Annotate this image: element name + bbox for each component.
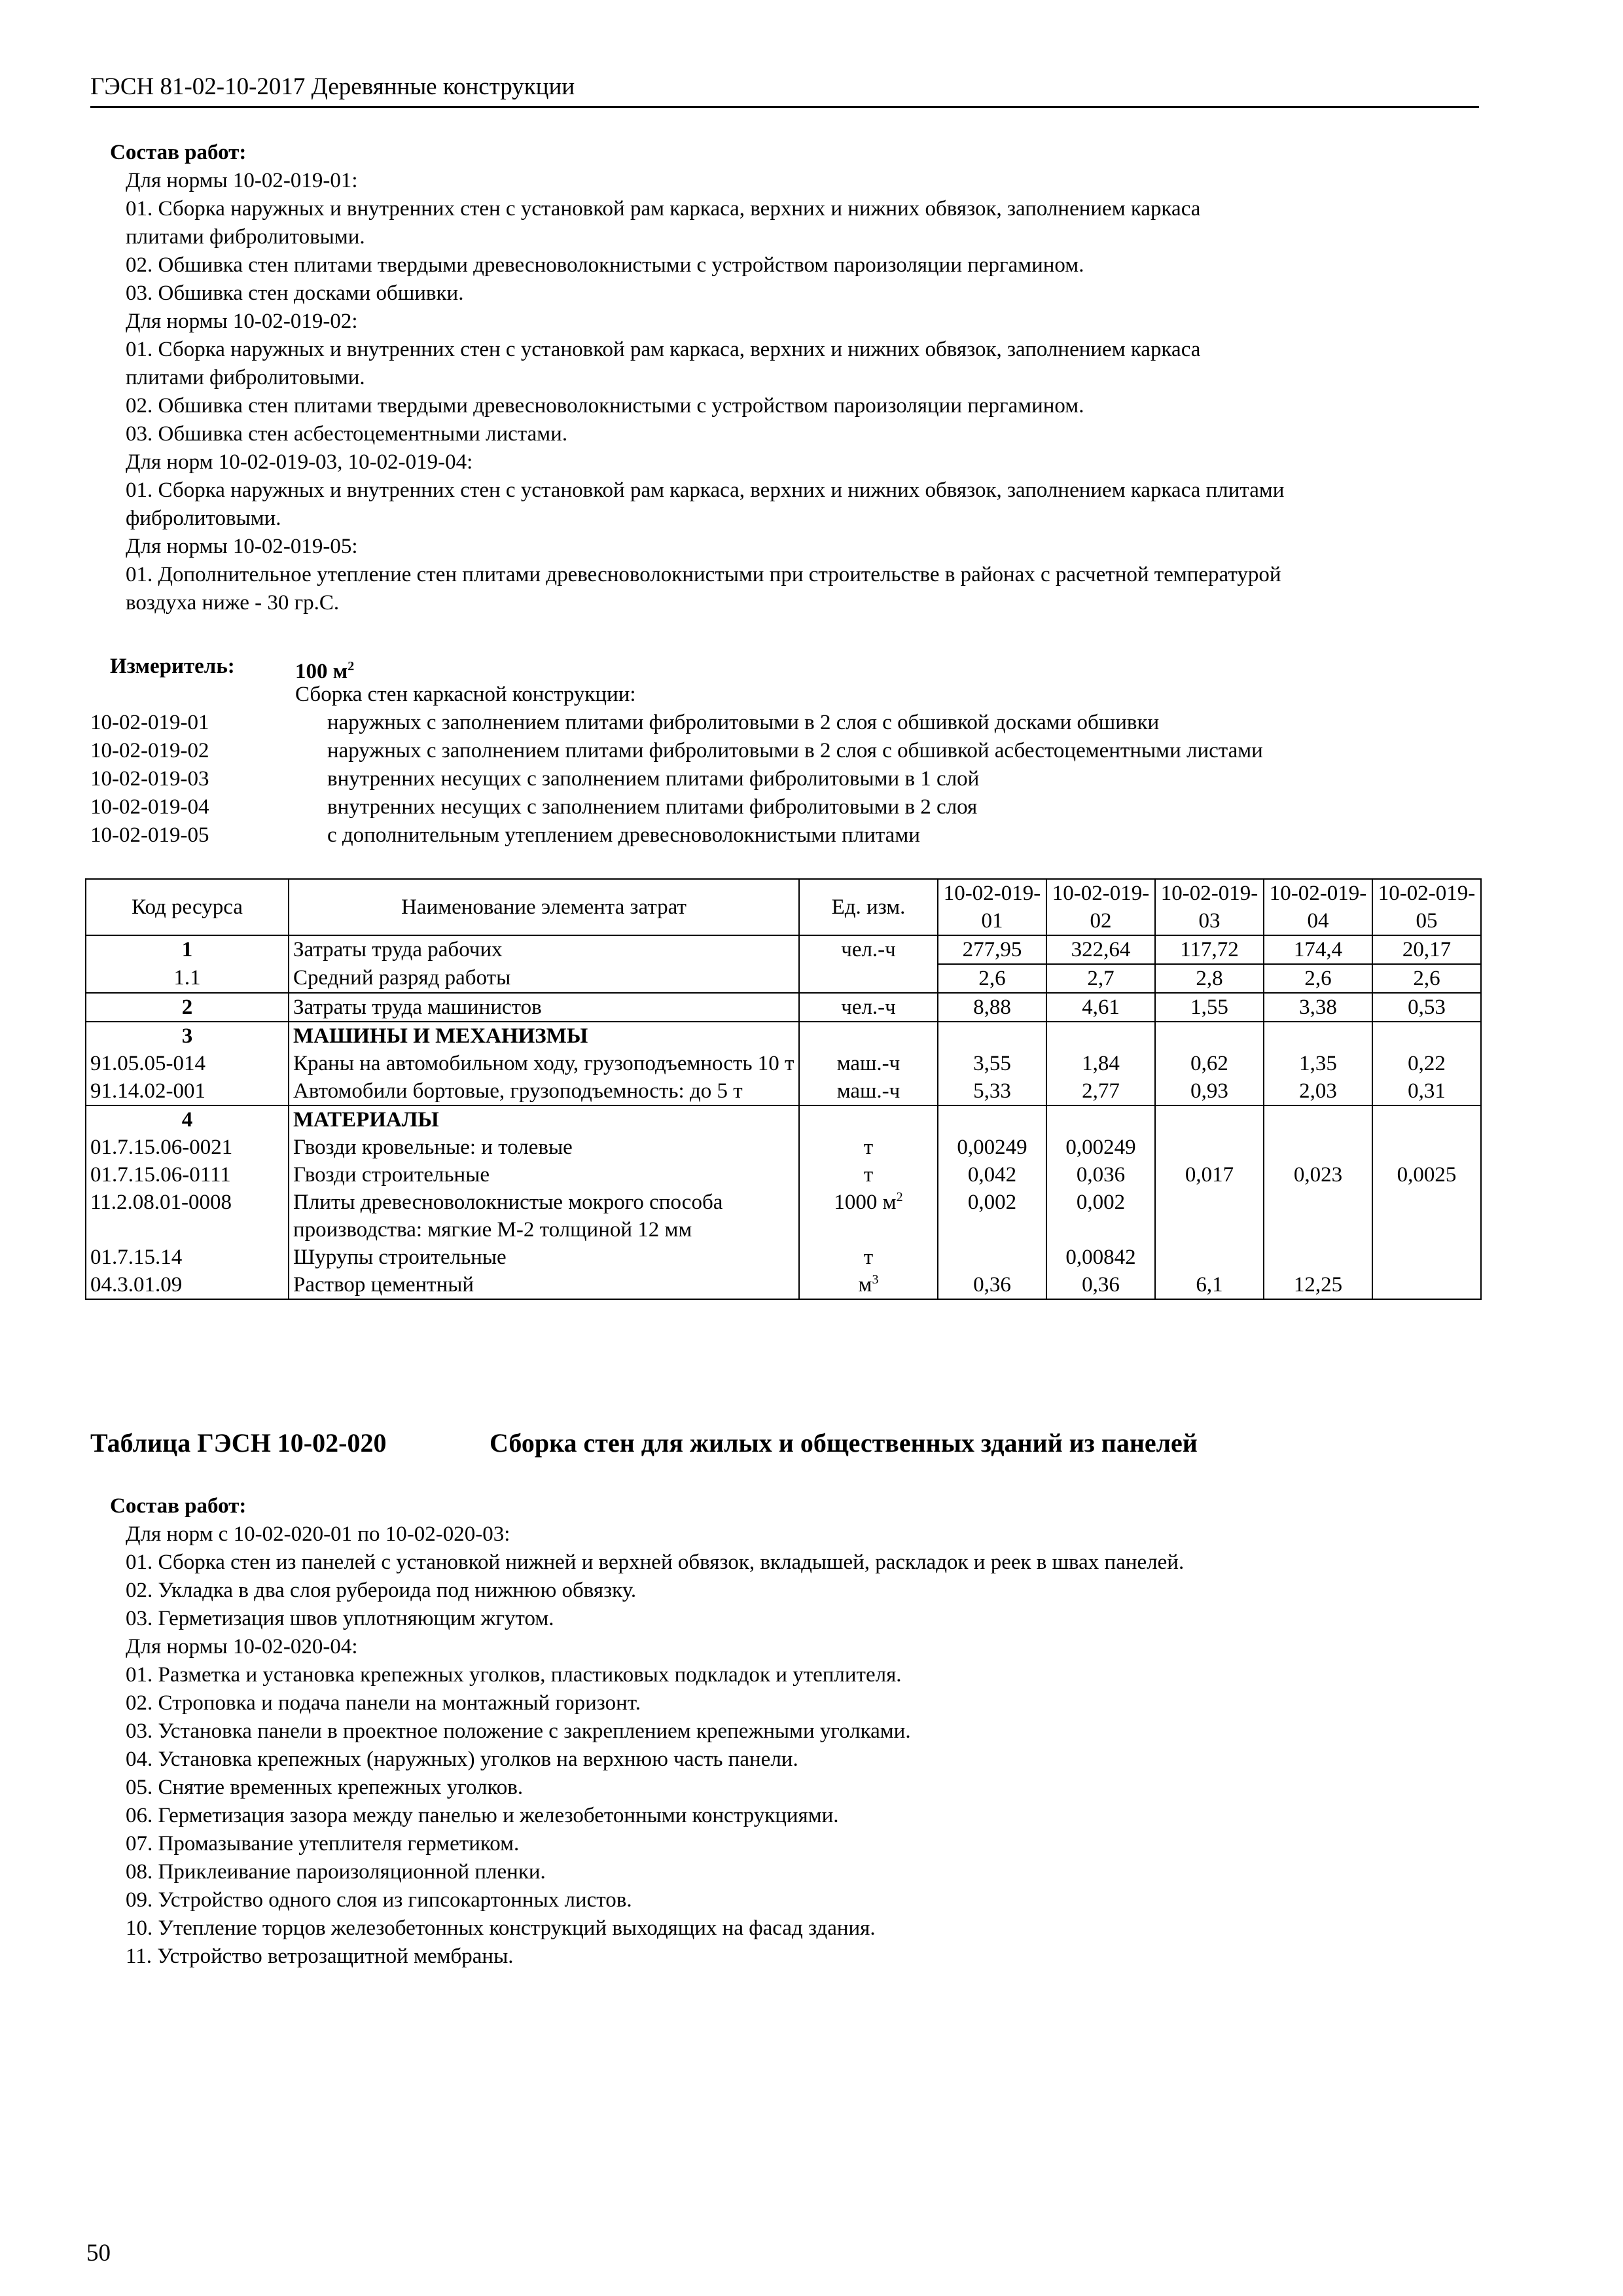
text-span: 3 (872, 1272, 879, 1287)
table-cell: 0,22 (1372, 1050, 1481, 1077)
table-row (86, 964, 1481, 993)
table-cell (938, 1244, 1046, 1271)
work-line: плитами фибролитовыми. (126, 366, 365, 389)
table-cell: Затраты труда машинистов (289, 993, 799, 1022)
table-cell: 0,00249 (938, 1134, 1046, 1161)
table-row (86, 1161, 1481, 1189)
table-cell: 4,61 (1046, 993, 1155, 1022)
table-row (86, 1244, 1481, 1271)
table-cell: 0,31 (1372, 1077, 1481, 1105)
table-cell (1264, 1105, 1372, 1134)
work-line: 11. Устройство ветрозащитной мембраны. (126, 1945, 514, 1968)
measure-section (110, 653, 1484, 709)
header-unit: Ед. изм. (799, 879, 938, 935)
work-line: Для норм с 10-02-020-01 по 10-02-020-03: (126, 1522, 510, 1546)
work-composition-section (110, 139, 1471, 617)
table-cell (1372, 1189, 1481, 1244)
table-cell: 1.1 (86, 964, 289, 993)
work-line: 01. Разметка и установка крепежных уголков, пластиковых подкладок и утеплителя. (126, 1663, 902, 1687)
table-cell: 8,88 (938, 993, 1046, 1022)
norm-desc: наружных с заполнением плитами фибролитовыми в 2 слоя с обшивкой асбестоцементными листами (327, 739, 1263, 762)
table-cell (1046, 1105, 1155, 1134)
text-span: 2 (348, 659, 355, 673)
table-cell (1155, 1244, 1264, 1271)
work-line: 04. Установка крепежных (наружных) уголков на верхнюю часть панели. (126, 1748, 798, 1771)
table-cell: 0,53 (1372, 993, 1481, 1022)
table-cell: Гвозди строительные (289, 1161, 799, 1189)
table-cell: 1,35 (1264, 1050, 1372, 1077)
table-cell (938, 1105, 1046, 1134)
work-line: Для нормы 10-02-019-02: (126, 310, 358, 333)
table-cell: 3,55 (938, 1050, 1046, 1077)
norm-list (90, 709, 1479, 850)
norm-desc: наружных с заполнением плитами фибролитовыми в 2 слоя с обшивкой досками обшивки (327, 711, 1160, 734)
text-span: 1000 м (834, 1191, 897, 1214)
header-col: 10-02-019-01 (938, 879, 1046, 935)
norm-desc: внутренних несущих с заполнением плитами фибролитовыми в 1 слой (327, 767, 980, 791)
table-cell (1264, 1244, 1372, 1271)
table-cell: Краны на автомобильном ходу, грузоподъемность 10 т (289, 1050, 799, 1077)
table-cell: 12,25 (1264, 1271, 1372, 1299)
norm-row (90, 765, 1479, 793)
table-cell: 0,0025 (1372, 1161, 1481, 1189)
header-code: Код ресурса (86, 879, 289, 935)
table-cell: 0,002 (1046, 1189, 1155, 1244)
text-span: 100 м (295, 660, 348, 683)
work-line: 01. Дополнительное утепление стен плитами древесноволокнистыми при строительстве в районах с расчетной температурой (126, 563, 1281, 586)
table-row (86, 993, 1481, 1022)
table-cell (799, 964, 938, 993)
table-cell: МАШИНЫ И МЕХАНИЗМЫ (289, 1022, 799, 1050)
table-cell: МАТЕРИАЛЫ (289, 1105, 799, 1134)
work-line: 07. Промазывание утеплителя герметиком. (126, 1832, 520, 1856)
work-line: Для нормы 10-02-020-04: (126, 1635, 358, 1659)
table-cell: Средний разряд работы (289, 964, 799, 993)
section-heading: Состав работ: (110, 141, 247, 164)
table-cell: 0,36 (1046, 1271, 1155, 1299)
table-cell: 01.7.15.14 (86, 1244, 289, 1271)
table-cell: 2,03 (1264, 1077, 1372, 1105)
table-cell: 2,8 (1155, 964, 1264, 993)
table-cell: 1 (86, 935, 289, 964)
resource-table (85, 878, 1482, 1300)
norm-code: 10-02-019-05 (90, 823, 209, 847)
work-line: 03. Обшивка стен асбестоцементными листами. (126, 422, 568, 446)
header-col: 10-02-019-04 (1264, 879, 1372, 935)
measure-label: Измеритель: (110, 655, 235, 678)
table-cell: 5,33 (938, 1077, 1046, 1105)
table-row (86, 1077, 1481, 1105)
work-line: фибролитовыми. (126, 507, 281, 530)
work-line: 03. Обшивка стен досками обшивки. (126, 281, 464, 305)
work-line: 03. Установка панели в проектное положение с закреплением крепежными уголками. (126, 1719, 911, 1743)
table-cell (1372, 1244, 1481, 1271)
table-row (86, 1134, 1481, 1161)
table-cell: 0,36 (938, 1271, 1046, 1299)
table-cell: т (799, 1244, 938, 1271)
table-cell: 11.2.08.01-0008 (86, 1189, 289, 1244)
table-cell: 0,002 (938, 1189, 1046, 1244)
norm-row (90, 793, 1479, 821)
table-cell: 2,6 (938, 964, 1046, 993)
header-name: Наименование элемента затрат (289, 879, 799, 935)
work-line: Для нормы 10-02-019-01: (126, 169, 358, 192)
norm-desc: с дополнительным утеплением древесноволокнистыми плитами (327, 823, 920, 847)
table-cell (799, 1189, 938, 1244)
page-number: 50 (86, 2240, 111, 2267)
work-composition-section (110, 1492, 1471, 1971)
document-title: ГЭСН 81-02-10-2017 Деревянные конструкции (90, 73, 575, 100)
table-cell: 04.3.01.09 (86, 1271, 289, 1299)
work-line: плитами фибролитовыми. (126, 225, 365, 249)
norm-code: 10-02-019-04 (90, 795, 209, 819)
measure-title: Сборка стен каркасной конструкции: (295, 683, 636, 706)
table-cell: Затраты труда рабочих (289, 935, 799, 964)
table-cell: 01.7.15.06-0111 (86, 1161, 289, 1189)
table-cell (1372, 1022, 1481, 1050)
table-cell (1155, 1105, 1264, 1134)
table-title (90, 1426, 1198, 1461)
table-cell: 3,38 (1264, 993, 1372, 1022)
table-cell: 91.14.02-001 (86, 1077, 289, 1105)
table-cell: 3 (86, 1022, 289, 1050)
table-cell: 0,00842 (1046, 1244, 1155, 1271)
table-cell: 0,023 (1264, 1161, 1372, 1189)
table-cell: 0,017 (1155, 1161, 1264, 1189)
table-cell: Гвозди кровельные: и толевые (289, 1134, 799, 1161)
table-cell: 01.7.15.06-0021 (86, 1134, 289, 1161)
norm-code: 10-02-019-01 (90, 711, 209, 734)
norm-row (90, 737, 1479, 765)
work-line: 09. Устройство одного слоя из гипсокартонных листов. (126, 1888, 632, 1912)
work-line: 02. Обшивка стен плитами твердыми древесноволокнистыми с устройством пароизоляции пергамином. (126, 394, 1084, 418)
table-header-row (86, 879, 1481, 935)
table-cell: 2,6 (1264, 964, 1372, 993)
table-name: Сборка стен для жилых и общественных зданий из панелей (490, 1428, 1198, 1458)
table-cell: 0,93 (1155, 1077, 1264, 1105)
norm-code: 10-02-019-02 (90, 739, 209, 762)
table-cell (1264, 1189, 1372, 1244)
table-cell (1264, 1022, 1372, 1050)
work-line: воздуха ниже - 30 гр.С. (126, 591, 340, 615)
table-cell: 0,62 (1155, 1050, 1264, 1077)
table-number: Таблица ГЭСН 10-02-020 (90, 1428, 387, 1458)
table-cell: маш.-ч (799, 1050, 938, 1077)
table-row (86, 1105, 1481, 1134)
table-cell (1372, 1271, 1481, 1299)
text-span: м (858, 1273, 872, 1297)
work-line: 02. Укладка в два слоя рубероида под нижнюю обвязку. (126, 1579, 637, 1602)
work-line: 01. Сборка наружных и внутренних стен с установкой рам каркаса, верхних и нижних обвязок, заполнением каркаса (126, 197, 1201, 221)
table-cell: Шурупы строительные (289, 1244, 799, 1271)
table-row (86, 935, 1481, 964)
table-cell (799, 1271, 938, 1299)
table-cell: 0,036 (1046, 1161, 1155, 1189)
table-cell (1372, 1134, 1481, 1161)
table-cell (1155, 1134, 1264, 1161)
text-span: 2 (896, 1190, 903, 1204)
table-cell: 6,1 (1155, 1271, 1264, 1299)
table-cell (938, 1022, 1046, 1050)
table-cell: маш.-ч (799, 1077, 938, 1105)
header-col: 10-02-019-02 (1046, 879, 1155, 935)
table-cell: 174,4 (1264, 935, 1372, 964)
table-cell: 1,55 (1155, 993, 1264, 1022)
header-col: 10-02-019-03 (1155, 879, 1264, 935)
work-line: 08. Приклеивание пароизоляционной пленки. (126, 1860, 546, 1884)
work-list (126, 167, 1471, 617)
table-cell: Плиты древесноволокнистые мокрого способа производства: мягкие М-2 толщиной 12 мм (289, 1189, 799, 1244)
work-line: 01. Сборка наружных и внутренних стен с установкой рам каркаса, верхних и нижних обвязок, заполнением каркаса плитами (126, 478, 1285, 502)
table-cell: 2,6 (1372, 964, 1481, 993)
page-header (90, 71, 1479, 108)
table-row (86, 1271, 1481, 1299)
table-cell (1155, 1189, 1264, 1244)
table-cell: 117,72 (1155, 935, 1264, 964)
table-row (86, 1022, 1481, 1050)
table-cell: Раствор цементный (289, 1271, 799, 1299)
work-line: 10. Утепление торцов железобетонных конструкций выходящих на фасад здания. (126, 1916, 876, 1940)
table-cell: 322,64 (1046, 935, 1155, 964)
header-col: 10-02-019-05 (1372, 879, 1481, 935)
work-line: 01. Сборка стен из панелей с установкой нижней и верхней обвязок, вкладышей, раскладок и реек в швах панелей. (126, 1551, 1185, 1574)
table-cell (1372, 1105, 1481, 1134)
table-cell: 2,77 (1046, 1077, 1155, 1105)
table-cell: 1,84 (1046, 1050, 1155, 1077)
norm-row (90, 709, 1479, 737)
table-row (86, 1189, 1481, 1244)
table-cell: чел.-ч (799, 993, 938, 1022)
table-cell: 91.05.05-014 (86, 1050, 289, 1077)
work-line: 03. Герметизация швов уплотняющим жгутом. (126, 1607, 554, 1630)
table-cell (799, 1022, 938, 1050)
table-row (86, 1050, 1481, 1077)
work-line: 01. Сборка наружных и внутренних стен с установкой рам каркаса, верхних и нижних обвязок, заполнением каркаса (126, 338, 1201, 361)
table-cell (1155, 1022, 1264, 1050)
table-cell: 0,042 (938, 1161, 1046, 1189)
table-cell: 277,95 (938, 935, 1046, 964)
table-cell: чел.-ч (799, 935, 938, 964)
work-line: 02. Строповка и подача панели на монтажный горизонт. (126, 1691, 641, 1715)
table-cell: Автомобили бортовые, грузоподъемность: до 5 т (289, 1077, 799, 1105)
table-cell: 2,7 (1046, 964, 1155, 993)
work-line: 05. Снятие временных крепежных уголков. (126, 1776, 524, 1799)
table-cell (799, 1105, 938, 1134)
work-line: 02. Обшивка стен плитами твердыми древесноволокнистыми с устройством пароизоляции пергамином. (126, 253, 1084, 277)
work-line: 06. Герметизация зазора между панелью и железобетонными конструкциями. (126, 1804, 839, 1827)
norm-desc: внутренних несущих с заполнением плитами фибролитовыми в 2 слоя (327, 795, 978, 819)
section-heading: Состав работ: (110, 1494, 247, 1518)
norm-code: 10-02-019-03 (90, 767, 209, 791)
table-cell: 4 (86, 1105, 289, 1134)
table-cell (1046, 1022, 1155, 1050)
work-list (126, 1520, 1471, 1971)
norm-row (90, 821, 1479, 850)
table-cell: 20,17 (1372, 935, 1481, 964)
table-cell: т (799, 1134, 938, 1161)
table-cell: 0,00249 (1046, 1134, 1155, 1161)
table-cell: 2 (86, 993, 289, 1022)
table-cell: т (799, 1161, 938, 1189)
work-line: Для норм 10-02-019-03, 10-02-019-04: (126, 450, 473, 474)
work-line: Для нормы 10-02-019-05: (126, 535, 358, 558)
table-cell (1264, 1134, 1372, 1161)
